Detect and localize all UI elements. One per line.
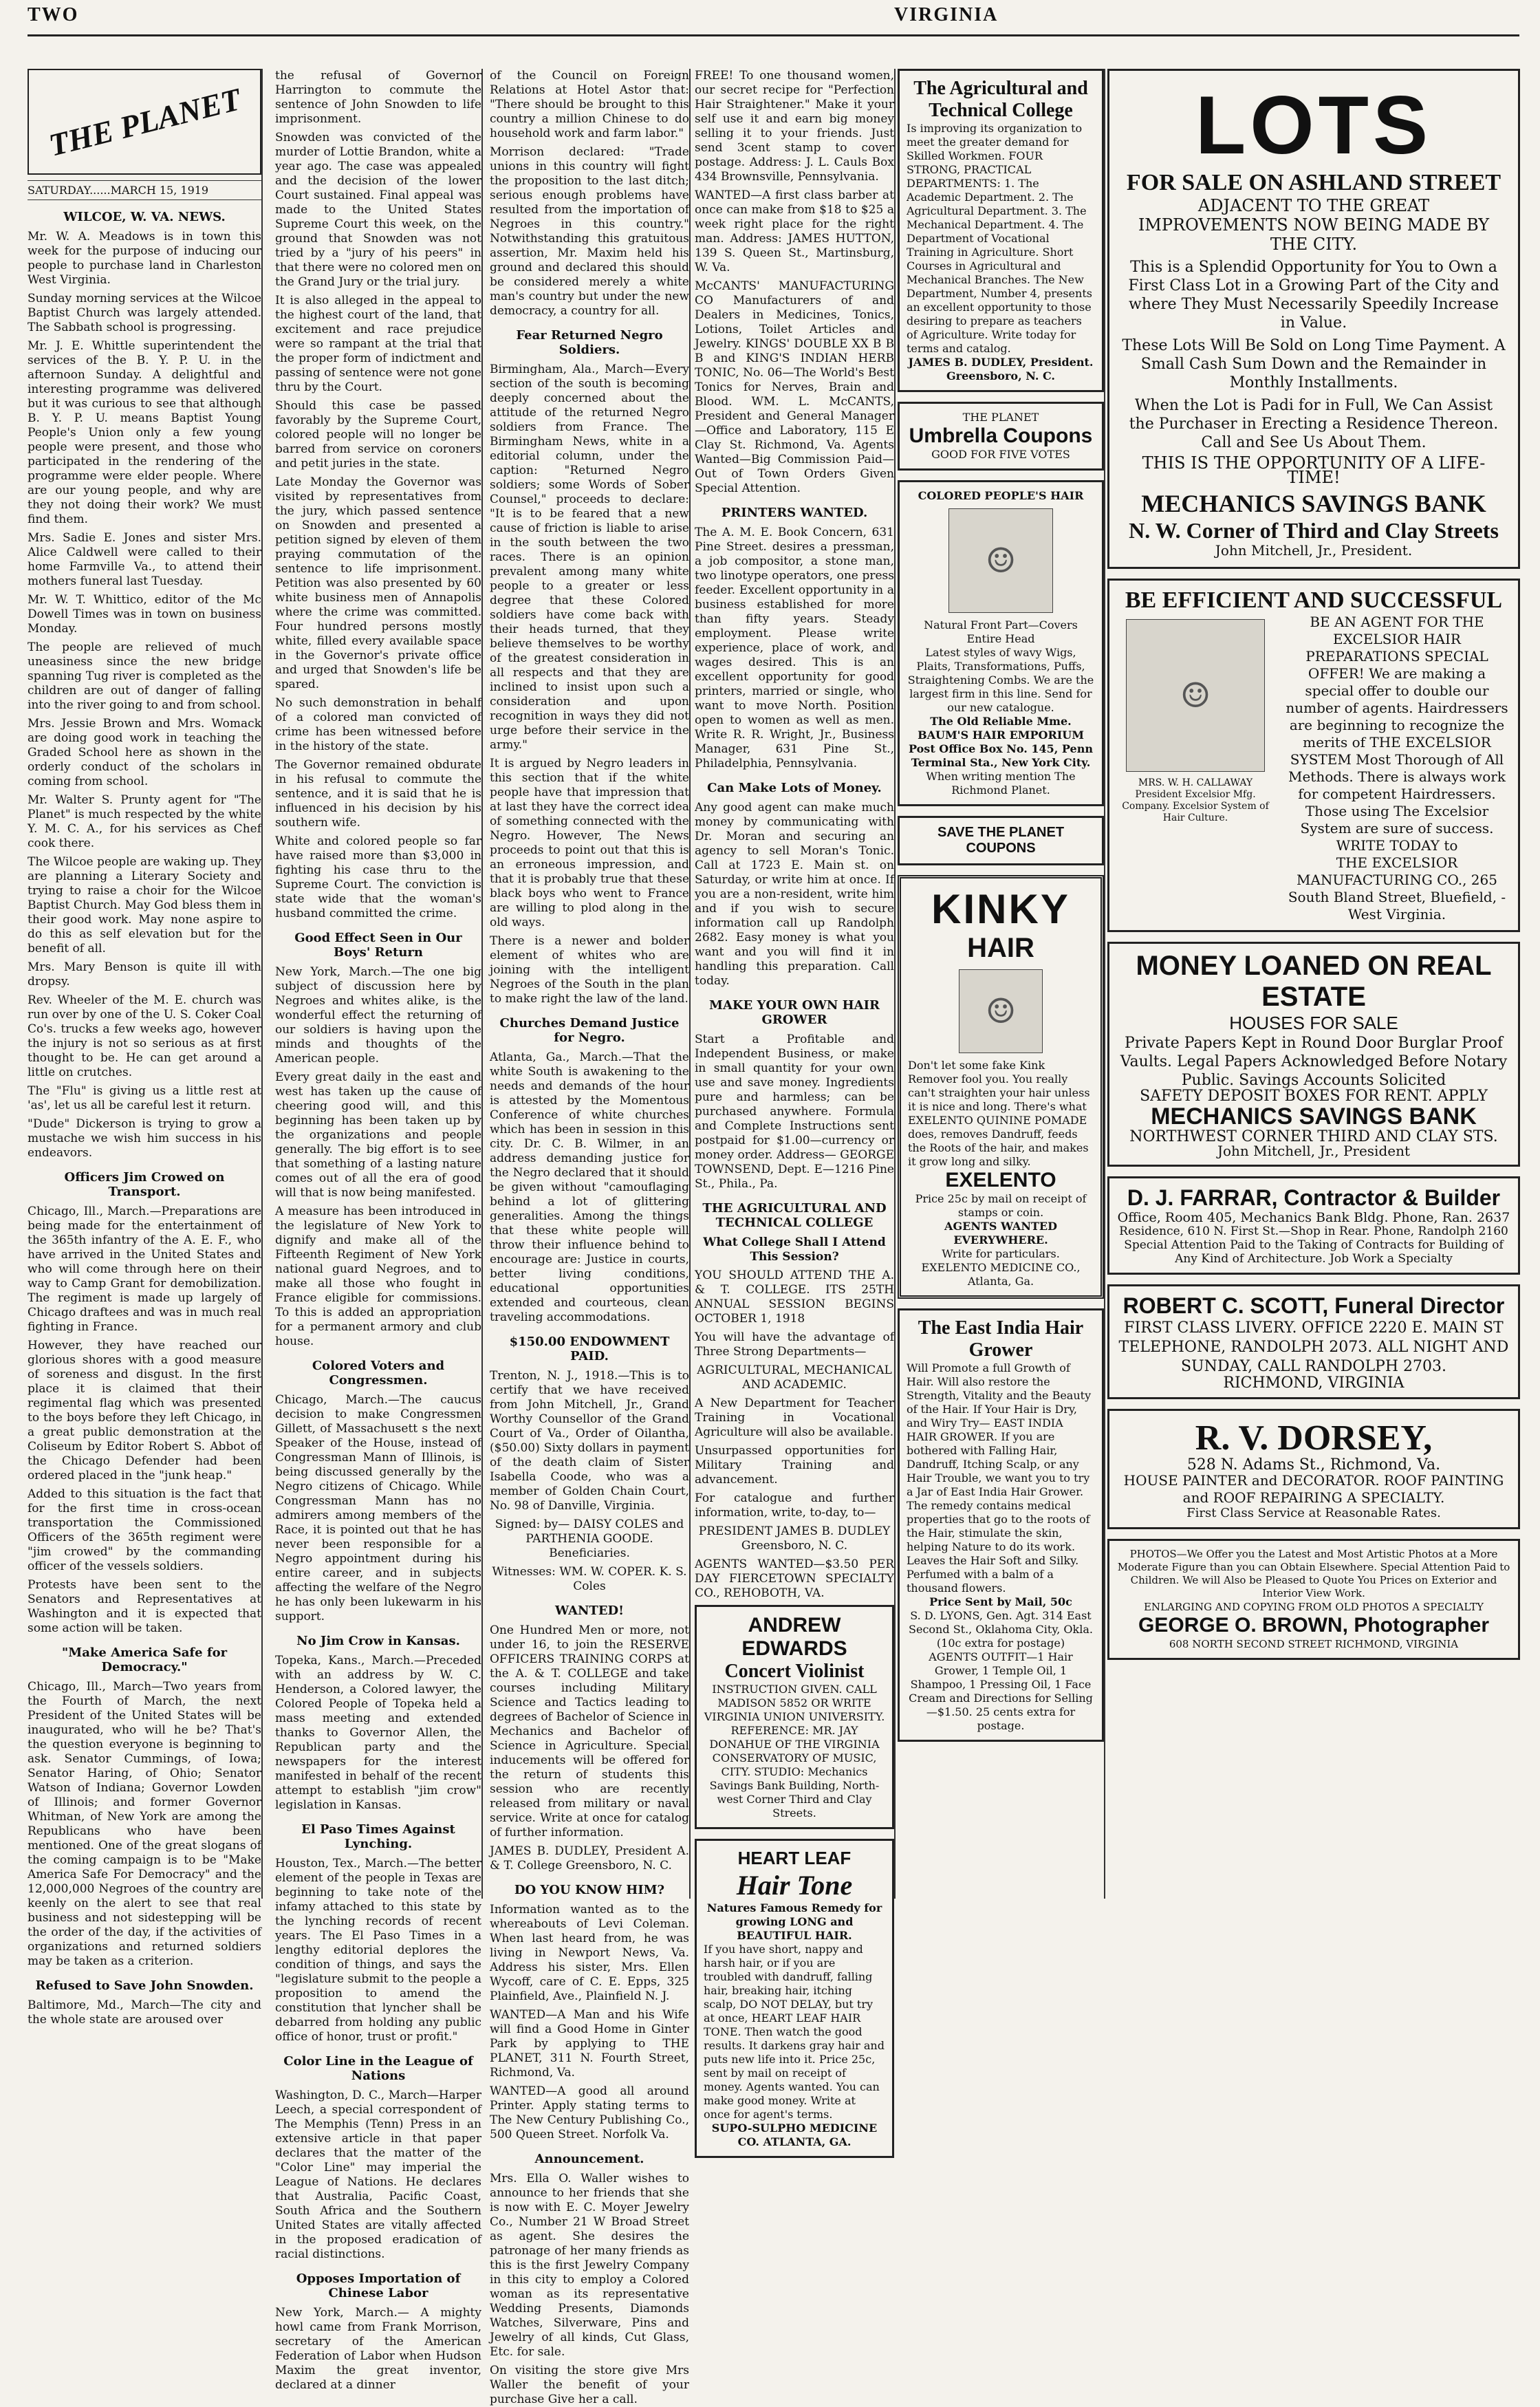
ad-title: The Agricultural and Technical College [913, 78, 1088, 121]
paragraph: However, they have reached our glorious shores with a good measure of soreness and disgust. In the first place it is claimed that their regimental flag which was presented to the boys before they left Chicago, in a great public demonstration at the Coliseum by Editor Robert S. Abbot of the Chicago Defender had been ordered placed in the "junk heap." [28, 1339, 261, 1482]
paragraph: Mrs. Sadie E. Jones and sister Mrs. Alice Caldwell were called to their home Farmville Va., to attend their mothers funeral last Tuesday. [28, 531, 261, 588]
header-rule [28, 34, 1519, 36]
paragraph: The Wilcoe people are waking up. They are planning a Literary Society and trying to raise a choir for the Wilcoe Baptist Church. May God bless them in their good work. May none aspire to do this as self elevation but for the benefit of all. [28, 855, 261, 956]
paragraph: Rev. Wheeler of the M. E. church was run over by one of the U. S. Coker Coal Co's. trucks a few weeks ago, however the injury is not so serious as at first thought to be. He can get around a little on crutches. [28, 993, 261, 1079]
ad-body: Is improving its organization to meet the greater demand for Skilled Workmen. FOUR STRONG, PRACTICAL DEPARTMENTS: 1. The Academic Department. 2. The Agricultural Department. 3. The Mechanical Department. 4. The Department of Vocational Training in Agriculture. Short Courses in Agricultural and Mechanical Branches. The New Department, Number 4, presents an excellent opportunity to those desiring to prepare as teachers of Agriculture. Write today for terms and catalog. [907, 122, 1092, 355]
paragraph: Late Monday the Governor was visited by representatives from the jury, which passed sentence on Snowden and presented a petition signed by eleven of them praying commutation of the sentence to life imprisonment. Petition was also presented by 60 white business men of Annapolis where the crime was committed. Four hundred persons mostly white, filled every available space in the Governor's private office and urged that Snowden's life be spared. [275, 475, 481, 691]
paragraph: Chicago, March.—The caucus decision to make Congressmen Gillett, of Massachusett s the next Speaker of the House, instead of Congressman Mann of Illinois, is being discussed generally by the Negro citizens of Chicago. While Congressman Mann has no admirers among members of the Race, it is pointed out that he has never been responsible for a Negro appointment during his entire career, and in subjects affecting the welfare of the Negro he has only been lukewarm in his support. [275, 1393, 481, 1623]
paragraph: The A. M. E. Book Concern, 631 Pine Street. desires a pressman, a job compositor, a stone man, two linotype operators, one press feeder. Excellent opportunity in a business established for more than fifty years. Steady employment. Please write experience, place of work, and wages desired. This is an excellent opportunity for good printers, married or single, who want to move North. Position open to women as well as men. Write R. R. Wright, Jr., Business Manager, 631 Pine St., Philadelphia, Pennsylvania. [695, 526, 894, 770]
paragraph: "Dude" Dickerson is trying to grow a mustache we wish him success in his endeavors. [28, 1117, 261, 1160]
masthead-logo: THE PLANET [28, 69, 261, 175]
ad-title: ANDREW EDWARDS [741, 1614, 847, 1660]
ad-title: The East India Hair Grower [918, 1317, 1084, 1361]
ad-body: Residence, 610 N. First St.—Shop in Rear. Phone, Randolph 2160 [1119, 1224, 1508, 1238]
ad-title: R. V. DORSEY, [1195, 1418, 1433, 1458]
signature: JAMES B. DUDLEY, President A. & T. College Greensboro, N. C. [490, 1844, 689, 1872]
paragraph: It is also alleged in the appeal to the highest court of the land, that excitement and race prejudice were so rampant at the trial that the proper form of indictment and passing of sentence were not gone thru by the Court. [275, 294, 481, 394]
paragraph: White and colored people so far have raised more than $3,000 in fighting his case thru to the Supreme Court. The conviction is state wide that the woman's husband committed the crime. [275, 834, 481, 920]
ad-company: SUPO-SULPHO MEDICINE CO. ATLANTA, GA. [711, 2122, 878, 2148]
paragraph: What College Shall I Attend This Session? [703, 1235, 886, 1264]
column-6 [1107, 69, 1520, 1899]
paragraph: Mr. W. A. Meadows is in town this week for the purpose of inducing our people to purchase land in Charleston West Virginia. [28, 230, 261, 287]
ad-body: Office, Room 405, Mechanics Bank Bldg. Phone, Ran. 2637 [1117, 1210, 1510, 1225]
lots-ad [1107, 69, 1520, 569]
paragraph: Trenton, N. J., 1918.—This is to certify that we have received from John Mitchell, Jr., Grand Worthy Counsellor of the Grand Court of Va., Order of Oilantha, ($50.00) Sixty dollars in payment of the death claim of Sister Isabella Coode, who was a member of Golden Chain Court, No. 98 of Danville, Virginia. [490, 1369, 689, 1513]
paragraph: One Hundred Men or more, not under 16, to join the RESERVE OFFICERS TRAINING CORPS at the A. & T. COLLEGE and take courses including Military Science and Tactics leading to degrees of Bachelor of Science in Mechanics and Bachelor of Science in Agriculture. Special inducements will be offered for the return of students this session who are recently released from military or naval service. Write at once for catalog of further information. [490, 1623, 689, 1839]
section-title: VIRGINIA [894, 4, 999, 25]
photographer-ad [1107, 1539, 1520, 1660]
ad-subtitle: Natures Famous Remedy for growing LONG and BEAUTIFUL HAIR. [706, 1901, 882, 1942]
ad-note: First Class Service at Reasonable Rates. [1186, 1506, 1441, 1520]
paragraph: of the Council on Foreign Relations at Hotel Astor that: "There should be brought to this country a million Chinese to do household work and farm labor." [490, 69, 689, 140]
ad-title: SAVE THE PLANET COUPONS [937, 825, 1065, 856]
excelsior-ad [1107, 579, 1520, 932]
kinky-hair-ad [898, 875, 1104, 1299]
classified: AGENTS WANTED—$3.50 PER DAY FIERCETOWN SPECIALTY CO., REHOBOTH, VA. [695, 1557, 894, 1600]
ad-body: FIRST CLASS LIVERY. OFFICE 2220 E. MAIN ST TELEPHONE, RANDOLPH 2073. ALL NIGHT AND SUNDAY, CALL RANDOLPH 2703. [1118, 1319, 1509, 1375]
headline: Refused to Save John Snowden. [35, 1978, 254, 1993]
person-icon: ☺ [1180, 676, 1211, 715]
paragraph: Houston, Tex., March.—The better element of the people in Texas are beginning to take note of the infamy attached to this state by the lynching records of recent years. The El Paso Times in a lengthy editorial deplores the condition of things, and says the "legislature submit to the people a proposition to amend the constitution that lyncher shall be debarred from holding any public office of honor, trust or profit." [275, 1857, 481, 2044]
ad-signature: JAMES B. DUDLEY, President. Greensboro, N. C. [908, 356, 1094, 382]
classified: FREE! To one thousand women, our secret recipe for "Perfection Hair Straightener." Make it your self use it and earn big money selling it to your friends. Just send 3cent stamp to cover postage. Address: J. L. Cauls Box 434 Brownsville, Pennsylvania. [695, 69, 894, 184]
ad-subtitle: Concert Violinist [724, 1661, 865, 1682]
violinist-ad [695, 1605, 894, 1829]
paragraph: Birmingham, Ala., March—Every section of the south is becoming deeply concerned about the attitude of the returned Negro soldiers from France. The Birmingham News, white in a editorial column, under the caption: "Returned Negro soldiers; some Words of Sober Counsel," proceeds to declare: "It is to be feared that a new cause of friction is liable to arise in the south between the two races. There is an opinion prevalent among many white people to a greater or less degree that these Colored soldiers have come back with their heads turned, that they believe themselves to be worthy of the greatest consideration in all respects and that they are inclined to insist upon such a consideration and upon recognition in ways they did not urge before their service in the army." [490, 363, 689, 752]
headline: Officers Jim Crowed on Transport. [64, 1170, 225, 1199]
ad-body: SAFETY DEPOSIT BOXES FOR RENT. APPLY [1140, 1088, 1488, 1105]
ad-note: When writing mention The Richmond Planet. [926, 770, 1076, 797]
paragraph: Chicago, Ill., March.—Preparations are being made for the entertainment of the 365th infantry of the A. E. F., who have arrived in the United States and who will come through here on their way to Camp Grant for demobilization. The regiment is made up largely of Chicago draftees and was in much real fighting in France. [28, 1205, 261, 1334]
paragraph: Atlanta, Ga., March.—That the white South is awakening to the needs and demands of the hour is attested by the Momentous Conference of white churches which has been in session in this city. Dr. C. B. Wilmer, in an address demanding justice for the Negro declared that it should be given without "camouflaging behind a lot of glittering generalities. Among the things that these white people will throw their influence behind to encourage are: Justice in courts, better living conditions, educational opportunities extended and courteous, clean traveling accommodations. [490, 1050, 689, 1324]
ad-title: GEORGE O. BROWN, Photographer [1138, 1614, 1489, 1637]
ad-title-2: HAIR [967, 933, 1034, 963]
classified: WANTED—A Man and his Wife will find a Good Home in Ginter Park by applying to THE PLANET, 311 N. Fourth Street, Richmond, Va. [490, 2008, 689, 2080]
ad-address: 528 N. Adams St., Richmond, Va. [1186, 1456, 1441, 1474]
paragraph: The "Flu" is giving us a little rest at 'as', let us all be careful lest it return. [28, 1084, 261, 1112]
ad-product: EXELENTO [945, 1169, 1056, 1191]
ad-title: Umbrella Coupons [909, 424, 1093, 447]
ad-pretitle: THE PLANET [962, 411, 1039, 424]
paragraph: On visiting the store give Mrs Waller the benefit of your purchase Give her a call. [490, 2364, 689, 2406]
column-5 [898, 69, 1105, 1899]
ad-specialty: ENLARGING AND COPYING FROM OLD PHOTOS A SPECIALTY [1143, 1601, 1484, 1613]
paragraph: No such demonstration in behalf of a colored man convicted of crime has been witnessed before in the history of the state. [275, 696, 481, 753]
ad-body: Don't let some fake Kink Remover fool you. You really can't straighten your hair unless it is nice and long. There's what EXELENTO QUININE POMADE does, removes Dandruff, feeds the Roots of the hair, and makes it grow long and silky. [908, 1059, 1090, 1168]
ad-caption: MRS. W. H. CALLAWAY President Excelsior Mfg. Company. Excelsior System of Hair Culture. [1122, 777, 1269, 823]
paragraph: Should this case be passed favorably by the Supreme Court, colored people will no longer be barred from service on coroners and petit juries in the state. [275, 399, 481, 471]
ad-president: John Mitchell, Jr., President. [1215, 542, 1413, 559]
ad-title: D. J. FARRAR, Contractor & Builder [1127, 1185, 1501, 1210]
ad-body: THIS IS THE OPPORTUNITY OF A LIFE-TIME! [1142, 453, 1486, 487]
ad-product: Hair Tone [736, 1870, 853, 1901]
portrait-image [959, 969, 1043, 1053]
portrait-image [948, 508, 1053, 613]
headline: Colored Voters and Congressmen. [312, 1359, 445, 1388]
ad-agents: AGENTS WANTED EVERYWHERE. [944, 1220, 1057, 1246]
ad-title: LOTS [1195, 79, 1432, 171]
ad-address: N. W. Corner of Third and Clay Streets [1129, 518, 1499, 543]
dateline: SATURDAY......MARCH 15, 1919 [28, 180, 261, 200]
headline: Color Line in the League of Nations [283, 2054, 473, 2083]
paragraph: Chicago, Ill., March—Two years from the Fourth of March, the next President of the United States will be inaugurated, who will he be? That's the question everyone is beginning to ask. Senator Cummings, of Iowa; Senator Haring, of Ohio; Senator Watson of Indiana; Governor Lowden of Illinois; and former Governor Whitman, of New York are among the Republicans who have been mentioned. One of the great slogans of the coming campaign is to be "Make America Safe For Democracy" and the 12,000,000 Negroes of the country are keenly on the alert to see that real business and not sidestepping will be the order of the day, if the activities of organizations and returned soldiers may be taken as a criterion. [28, 1680, 261, 1968]
paragraph: Every great daily in the east and west has taken up the cause of cheering good will, and this beginning has been taken up by the organizations and people generally. The big effort is to see that something of a lasting nature comes out of all the era of good will that is now being manifested. [275, 1070, 481, 1200]
ag-college-ad [898, 69, 1104, 392]
paragraph: Mrs. Jessie Brown and Mrs. Womack are doing good work in teaching the Graded School here as shown in the orderly conduct of the scholars in coming from school. [28, 717, 261, 788]
paragraph: the refusal of Governor Harrington to commute the sentence of John Snowden to life imprisonment. [275, 69, 481, 126]
portrait-image [1126, 619, 1265, 772]
ad-body: PHOTOS—We Offer you the Latest and Most Artistic Photos at a More Moderate Figure than you can Obtain Elsewhere. Special Attention Paid to Children. We will Also be Pleased to Quote You Prices on Exterior and Interior View Work. [1117, 1548, 1510, 1599]
ad-price: Price Sent by Mail, 50c [929, 1595, 1072, 1608]
ad-company: THE EXCELSIOR MANUFACTURING CO., 265 South Bland Street, Bluefield, - West Virginia. [1288, 854, 1506, 922]
ad-address: NORTHWEST CORNER THIRD AND CLAY STS. [1129, 1128, 1498, 1145]
headline: No Jim Crow in Kansas. [296, 1634, 460, 1648]
ad-title: KINKY [931, 886, 1070, 932]
paragraph: Start a Profitable and Independent Business, or make in small quantity for your own use and save money. Ingredients pure and harmless; can be purchased anywhere. Formula and Complete Instructions sent postpaid for $1.00—currency or money order. Address— GEORGE TOWNSEND, Dept. E—1216 Pine St., Phila., Pa. [695, 1033, 894, 1191]
paragraph: Added to this situation is the fact that for the first time in cross-ocean transportation the Commissioned Officers of the 365th regiment were "jim crowed" by the commanding officer of the vessels soldiers. [28, 1487, 261, 1573]
paragraph: The Governor remained obdurate in his refusal to commute the sentence, and it is said that he is influenced in his decision by his southern wife. [275, 758, 481, 830]
paragraph: New York, March.—The one big subject of discussion here by Negroes and whites alike, is the wonderful effect the returning of our soldiers is having upon the minds and thoughts of the American people. [275, 965, 481, 1066]
ad-body: These Lots Will Be Sold on Long Time Payment. A Small Cash Sum Down and the Remainder in Monthly Installments. [1122, 337, 1506, 391]
headline: $150.00 ENDOWMENT PAID. [509, 1335, 670, 1363]
ad-subtitle: HOUSES FOR SALE [1229, 1013, 1398, 1033]
person-icon: ☺ [985, 991, 1017, 1031]
paragraph: Topeka, Kans., March.—Preceded with an address by W. C. Henderson, a Colored lawyer, the Colored People of Topeka held a mass meeting and extended thanks to Governor Allen, the Republican party and the newspapers for the interest manifested in behalf of the recent attempt to establish "jim crow" legislation in Kansas. [275, 1654, 481, 1812]
ad-title: BE EFFICIENT AND SUCCESSFUL [1125, 587, 1503, 613]
ad-president: John Mitchell, Jr., President [1217, 1143, 1411, 1159]
ad-body: BE AN AGENT FOR THE EXCELSIOR HAIR PREPARATIONS SPECIAL OFFER! We are making a special offer to double our number of agents. Hairdressers are beginning to recognize the merits of THE EXCELSIOR SYSTEM Most Thorough of All Methods. There is always work for competent Hairdressers. Those using The Excelsior System are sure of success. WRITE TODAY to [1286, 614, 1508, 854]
ad-body: Private Papers Kept in Round Door Burglar Proof Vaults. Legal Papers Acknowledged Before Notary Public. Savings Accounts Solicited [1120, 1035, 1508, 1089]
east-india-ad [898, 1308, 1104, 1742]
paragraph: Unsurpassed opportunities for Military Training and advancement. [695, 1444, 894, 1487]
headline: MAKE YOUR OWN HAIR GROWER [709, 998, 880, 1027]
headline: Opposes Importation of Chinese Labor [296, 2271, 461, 2300]
paragraph: Snowden was convicted of the murder of Lottie Brandon, white a year ago. The case was appealed and the decision of the lower Court sustained. Final appeal was made to the United States Supreme Court this week, on the ground that Snowden was not tried by a "jury of his peers" in that there were no colored men on the Grand Jury or the trial jury. [275, 131, 481, 289]
paragraph: For catalogue and further information, write, to-day, to— [695, 1491, 894, 1520]
paragraph: You will have the advantage of Three Strong Departments— [695, 1330, 894, 1359]
ad-body: Latest styles of wavy Wigs, Plaits, Transformations, Puffs, Straightening Combs. We are the largest firm in this line. Send for our new catalogue. [907, 646, 1094, 714]
ad-body: INSTRUCTION GIVEN. CALL MADISON 5852 OR WRITE VIRGINIA UNION UNIVERSITY. REFERENCE: MR. JAY DONAHUE OF THE VIRGINIA CONSERVATORY OF MUSIC, CITY. STUDIO: Mechanics Savings Bank Building, North-west Corner Third and Clay Streets. [704, 1683, 885, 1820]
paragraph: Mr. J. E. Whittle superintendent the services of the B. Y. P. U. in the afternoon Sunday. A delightful and interesting programme was delivered but it was curious to see that although B. Y. P. U. means Baptist Young People's Union only a few young people were present, and those who participated in the rendering of the programme were elder people. Where are our young people, and why are they not doing their work? We must find them. [28, 339, 261, 526]
classified: McCANTS' MANUFACTURING CO Manufacturers of and Dealers in Medicines, Tonics, Lotions, Toilet Articles and Jewelry. KINGS' DOUBLE XX B B B and KING'S INDIAN HERB TONIC, No. 06—The World's Best Tonics for Nerves, Brain and Blood. WM. L. McCANTS, President and General Manager—Office and Laboratory, 115 E Clay St. Richmond, Va. Agents Wanted—Big Commission Paid—Out of Town Orders Given Special Attention. [695, 279, 894, 495]
ad-city: RICHMOND, VIRGINIA [1223, 1374, 1405, 1392]
witnesses: Witnesses: WM. W. COPER. K. S. Coles [492, 1565, 687, 1593]
ad-company: The Old Reliable Mme. BAUM'S HAIR EMPORIUM Post Office Box No. 145, Penn Terminal Sta., New York City. [909, 715, 1093, 769]
ad-subtitle: FOR SALE ON ASHLAND STREET [1126, 170, 1501, 195]
ad-address: 608 NORTH SECOND STREET RICHMOND, VIRGINIA [1169, 1638, 1459, 1650]
paragraph: Mrs. Mary Benson is quite ill with dropsy. [28, 960, 261, 989]
paragraph: Mr. Walter S. Prunty agent for "The Planet" is much respected by the white Y. M. C. A., for his services as Chef cook there. [28, 793, 261, 850]
paragraph: Mrs. Ella O. Waller wishes to announce to her friends that she is now with E. C. Moyer Jewelry Co., Number 21 W Broad Street as agent. She desires the patronage of her many friends as this is the first Jewelry Company in this city to employ a Colored woman as its representative Wedding Presents, Diamonds Watches, Silverware, Pins and Jewelry of all kinds, Cut Glass, Etc. for sale. [490, 2172, 689, 2359]
ad-body: If you have short, nappy and harsh hair, or if you are troubled with dandruff, falling hair, breaking hair, itching scalp, DO NOT DELAY, but try at once, HEART LEAF HAIR TONE. Then watch the good results. It darkens gray hair and puts new life into it. Price 25c, sent by mail on receipt of money. Agents wanted. You can make good money. Write at once for agent's terms. [704, 1943, 885, 2121]
ad-body: ADJACENT TO THE GREAT IMPROVEMENTS NOW BEING MADE BY THE CITY. [1138, 196, 1490, 254]
paragraph: New York, March.— A mighty howl came from Frank Morrison, secretary of the American Federation of Labor when Hudson Maxim the great inventor, declared at a dinner [275, 2306, 481, 2392]
headline: WANTED! [554, 1604, 625, 1618]
person-icon: ☺ [985, 541, 1017, 581]
paragraph: Washington, D. C., March—Harper Leech, a special correspondent of The Memphis (Tenn) Press in an extensive article in that paper declares that the matter of the "Color Line" may imperial the League of Nations. He declares that Australia, Pacific Coast, South Africa and the Southern United States are vitally affected in the proposed eradication of racial distinctions. [275, 2088, 481, 2261]
headline: Can Make Lots of Money. [707, 781, 882, 795]
paragraph: AGRICULTURAL, MECHANICAL AND ACADEMIC. [697, 1363, 892, 1392]
paragraph: Protests have been sent to the Senators and Representatives at Washington and it is expected that some action will be taken. [28, 1578, 261, 1635]
headline: Fear Returned Negro Soldiers. [516, 328, 663, 357]
paragraph: The people are relieved of much uneasiness since the new bridge spanning Tug river is completed as the children are out of danger of falling into the river going to and from school. [28, 640, 261, 712]
ad-bank: MECHANICS SAVINGS BANK [1141, 490, 1486, 517]
signature: Signed: by— DAISY COLES and PARTHENIA GOODE. Beneficiaries. [495, 1518, 684, 1560]
hair-tone-ad [695, 1839, 894, 2158]
headline: El Paso Times Against Lynching. [301, 1822, 455, 1851]
ad-body: HOUSE PAINTER and DECORATOR. ROOF PAINTING and ROOF REPAIRING A SPECIALTY. [1123, 1472, 1504, 1506]
paragraph: PRESIDENT JAMES B. DUDLEY Greensboro, N. C. [698, 1524, 891, 1553]
paragraph: Information wanted as to the whereabouts of Levi Coleman. When last heard from, he was living in Newport News, Va. Address his sister, Mrs. Ellen Wycoff, care of C. E. Epps, 325 Plainfield, Ave., Plainfield N. J. [490, 1903, 689, 2003]
ad-bank: MECHANICS SAVINGS BANK [1151, 1103, 1477, 1130]
column-4 [695, 69, 896, 2148]
headline: DO YOU KNOW HIM? [514, 1883, 665, 1897]
scott-funeral-ad [1107, 1284, 1520, 1399]
column-1 [28, 69, 263, 2027]
headline: "Make America Safe for Democracy." [61, 1645, 228, 1674]
paragraph: Baltimore, Md., March—The city and the whole state are aroused over [28, 1998, 261, 2027]
ad-body: This is a Splendid Opportunity for You to Own a First Class Lot in a Growing Part of the City and where They Must Necessarily Speedily Increase in Value. [1128, 259, 1499, 332]
headline: WILCOE, W. VA. NEWS. [63, 210, 226, 224]
paragraph: It is argued by Negro leaders in this section that if the white people have that impression that at last they have the correct idea of something connected with the Negro. However, The News proceeds to point out that this is an erroneous impression, and that it is probably true that these black boys who went to France are willing to plod along in the old ways. [490, 757, 689, 929]
ad-body: When the Lot is Padi for in Full, We Can Assist the Purchaser in Erecting a Residence Thereon. Call and See Us About Them. [1129, 397, 1499, 451]
ad-title: COLORED PEOPLE'S HAIR [918, 489, 1084, 502]
ad-body: Will Promote a full Growth of Hair. Will also restore the Strength, Vitality and the Beauty of the Hair. If Your Hair is Dry, and Wiry Try— EAST INDIA HAIR GROWER. If you are bothered with Falling Hair, Dandruff, Itching Scalp, or any Hair Trouble, we want you to try a Jar of East India Hair Grower. The remedy contains medical properties that go to the roots of the Hair, stimulate the skin, helping Nature to do its work. Leaves the Hair Soft and Silky. Perfumed with a balm of a thousand flowers. [907, 1361, 1092, 1595]
ad-subtitle: GOOD FOR FIVE VOTES [931, 448, 1070, 461]
ad-company: Write for particulars. EXELENTO MEDICINE CO., Atlanta, Ga. [921, 1247, 1081, 1288]
ad-title: ROBERT C. SCOTT, Funeral Director [1123, 1293, 1505, 1318]
headline: Good Effect Seen in Our Boys' Return [294, 931, 462, 960]
ad-title: MONEY LOANED ON REAL ESTATE [1136, 951, 1492, 1012]
hair-emporium-ad [898, 480, 1104, 806]
farrar-ad [1107, 1176, 1520, 1275]
paragraph: Morrison declared: "Trade unions in this country will fight the proposition to the last ditch; serious enough problems have resulted from the importation of Negroes in this country." Notwithstanding this gratuitous assertion, Mr. Maxim held his ground and declared this should be considered merely a white man's country but under the new democracy, a country for all. [490, 145, 689, 318]
paragraph: A measure has been introduced in the legislature of New York to dignify and make all of the Fifteenth Regiment of New York national guard Negroes, and to make all those who fought in France eligible for commissions. To this is added an appropriation for a permanent armory and club house. [275, 1205, 481, 1348]
ad-body: Special Attention Paid to the Taking of Contracts for Building of Any Kind of Architecture. Job Work a Specialty [1124, 1238, 1504, 1266]
ad-offer: AGENTS OUTFIT—1 Hair Grower, 1 Temple Oil, 1 Shampoo, 1 Pressing Oil, 1 Face Cream and Directions for Selling—$1.50. 25 cents extra for postage. [909, 1650, 1093, 1732]
headline: PRINTERS WANTED. [721, 506, 868, 520]
umbrella-coupons-ad [898, 402, 1104, 471]
money-loaned-ad [1107, 942, 1520, 1167]
dorsey-ad [1107, 1409, 1520, 1529]
paragraph: YOU SHOULD ATTEND THE A. & T. COLLEGE. ITS 25TH ANNUAL SESSION BEGINS OCTOBER 1, 1918 [695, 1269, 894, 1326]
headline: Churches Demand Justice for Negro. [499, 1016, 680, 1045]
paragraph: A New Department for Teacher Training in Vocational Agriculture will also be available. [695, 1396, 894, 1439]
paragraph: There is a newer and bolder element of whites who are joining with the intelligent Negroes of the South in the plan to make right the law of the land. [490, 934, 689, 1006]
ad-signature: S. D. LYONS, Gen. Agt. 314 East Second St., Oklahoma City, Okla. (10c extra for postage) [909, 1609, 1093, 1650]
ad-caption: Natural Front Part—Covers Entire Head [924, 618, 1078, 645]
paragraph: Any good agent can make much money by communicating with Dr. Moran and securing an agency to sell Moran's Tonic. Call at 1723 E. Main st. on Saturday, or write him at once. If you are a non-resident, write him and if you wish to secure information call up Randolph 2682. Easy money is what you want and you will find it in handling this preparation. Call today. [695, 801, 894, 988]
column-3 [490, 69, 691, 2406]
ad-title: HEART LEAF [737, 1848, 852, 1868]
classified: WANTED—A first class barber at once can make from $18 to $25 a week right place for the right man. Address: JAMES HUTTON, 139 S. Queen St., Martinsburg, W. Va. [695, 188, 894, 274]
paragraph: Sunday morning services at the Wilcoe Baptist Church was largely attended. The Sabbath school is progressing. [28, 292, 261, 334]
column-2 [275, 69, 483, 2392]
classified: WANTED—A good all around Printer. Apply stating terms to The New Century Publishing Co., 500 Queen Street. Norfolk Va. [490, 2084, 689, 2141]
headline: Announcement. [534, 2152, 644, 2166]
save-coupons-ad [898, 816, 1104, 865]
paragraph: Mr. W. T. Whittico, editor of the Mc Dowell Times was in town on business Monday. [28, 593, 261, 636]
headline: THE AGRICULTURAL AND TECHNICAL COLLEGE [702, 1201, 887, 1230]
page-number: TWO [28, 4, 79, 25]
ad-price: Price 25c by mail on receipt of stamps or coin. [915, 1192, 1087, 1219]
